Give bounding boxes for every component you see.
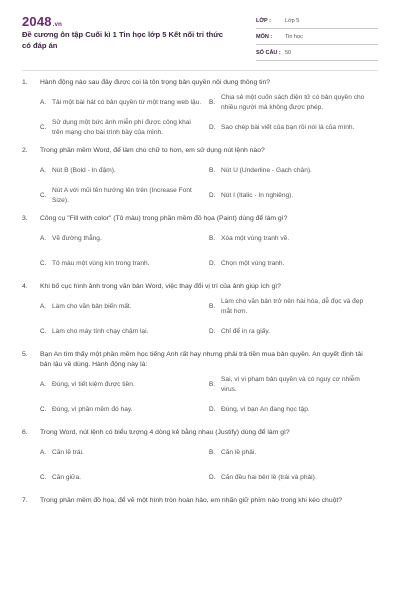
meta-row-subject — [256, 30, 378, 45]
answer-option[interactable] — [209, 400, 378, 420]
answer-list — [40, 93, 378, 138]
answer-letter: A. — [40, 449, 47, 456]
answer-text: Căn đều hai bên lề (trái và phải). — [221, 474, 317, 481]
answer-letter: D. — [209, 474, 216, 481]
answer-text: Căn lề trái. — [52, 449, 84, 456]
answer-text: Sai, vì vi phạm bản quyền và có nguy cơ nhiễm virus. — [221, 376, 360, 393]
meta-label: LỚP : — [256, 18, 271, 24]
answer-option[interactable] — [40, 375, 209, 395]
question-number: 6. — [22, 429, 28, 436]
site-logo[interactable]: 2048.vn — [22, 14, 63, 29]
answer-option[interactable] — [209, 229, 378, 249]
answer-letter: A. — [40, 99, 47, 106]
answer-letter: A. — [40, 167, 47, 174]
answer-option[interactable] — [40, 443, 209, 463]
answer-option[interactable] — [40, 322, 209, 342]
answer-option[interactable] — [209, 375, 378, 395]
answer-option[interactable] — [209, 254, 378, 274]
answer-text: Nút U (Underline - Gạch chân). — [221, 167, 312, 174]
question-item — [22, 350, 378, 420]
answer-letter: C. — [40, 474, 47, 481]
answer-text: Tô màu một vùng kín trong tranh. — [52, 260, 150, 267]
question-number: 5. — [22, 351, 28, 358]
question-text: Hành động nào sau đây được coi là tôn trọng bản quyền nội dung thông tin? — [40, 79, 271, 86]
document-header — [0, 0, 400, 66]
question-item — [22, 214, 378, 274]
answer-list — [40, 297, 378, 342]
answer-option[interactable] — [209, 118, 378, 138]
question-text: Công cụ "Fill with color" (Tô màu) trong phần mềm đồ họa (Paint) dùng để làm gì? — [40, 215, 288, 222]
question-number: 3. — [22, 215, 28, 222]
answer-letter: C. — [40, 328, 47, 335]
answer-text: Làm cho máy tính chạy chậm lại. — [52, 328, 149, 335]
question-text: Trong Word, nút lệnh có biểu tượng 4 dòng kẻ bằng nhau (Justify) dùng để làm gì? — [40, 429, 290, 436]
answer-letter: B. — [209, 235, 216, 242]
question-list — [22, 78, 378, 506]
question-item — [22, 146, 378, 206]
answer-option[interactable] — [40, 186, 209, 206]
answer-letter: B. — [209, 167, 216, 174]
question-number: 4. — [22, 283, 28, 290]
answer-text: Chỉ để in ra giấy. — [221, 328, 270, 335]
question-item — [22, 428, 378, 488]
answer-list — [40, 161, 378, 206]
answer-text: Sử dụng một bức ảnh miễn phí được công khai trên mạng cho bài trình bày của mình. — [52, 119, 191, 136]
answer-text: Xóa một vùng tranh vẽ. — [221, 235, 290, 242]
question-text: Bạn An tìm thấy một phần mềm học tiếng Anh rất hay nhưng phải trả tiền mua bản quyền. An quyết định tải bản lậu về dùng. Hành động này là: — [40, 351, 363, 368]
answer-letter: D. — [209, 192, 216, 199]
answer-text: Nút I (Italic - In nghiêng). — [221, 192, 294, 199]
answer-text: Đúng, vì bạn An đang học tập. — [221, 406, 310, 413]
answer-option[interactable] — [209, 297, 378, 317]
answer-option[interactable] — [209, 322, 378, 342]
answer-option[interactable] — [209, 93, 378, 113]
answer-letter: A. — [40, 303, 47, 310]
answer-text: Sao chép bài viết của bạn rồi nói là của mình. — [221, 124, 355, 131]
question-item — [22, 78, 378, 138]
header-divider — [22, 70, 378, 71]
answer-text: Chia sẻ một cuốn sách điện tử có bản quyền cho nhiều người mà không được phép. — [221, 94, 365, 111]
question-number: 1. — [22, 79, 28, 86]
answer-letter: C. — [40, 192, 47, 199]
meta-value: 50 — [285, 50, 292, 56]
answer-option[interactable] — [209, 443, 378, 463]
answer-option[interactable] — [209, 161, 378, 181]
question-text: Trong phần mềm Word, để làm cho chữ to hơn, em sử dụng nút lệnh nào? — [40, 147, 265, 154]
answer-letter: D. — [209, 124, 216, 131]
answer-letter: D. — [209, 406, 216, 413]
answer-text: Căn giữa. — [52, 474, 81, 481]
meta-row-class — [256, 14, 378, 29]
answer-text: Nút B (Bold - In đậm). — [52, 167, 116, 174]
answer-letter: B. — [209, 381, 216, 388]
answer-letter: C. — [40, 260, 47, 267]
meta-value: Lớp 5 — [285, 18, 300, 24]
answer-text: Đúng, vì tiết kiệm được tiền. — [52, 381, 135, 388]
answer-text: Tải một bài hát có bản quyền từ một trang web lậu. — [52, 99, 202, 106]
answer-list — [40, 229, 378, 274]
question-item — [22, 282, 378, 342]
answer-letter: B. — [209, 449, 216, 456]
answer-option[interactable] — [40, 297, 209, 317]
answer-option[interactable] — [40, 400, 209, 420]
answer-list — [40, 375, 378, 420]
document-title: Đề cương ôn tập Cuối kì 1 Tin học lớp 5 Kết nối tri thức có đáp án — [22, 30, 223, 50]
question-text: Khi bố cục hình ảnh trong văn bản Word, việc thay đổi vị trí của ảnh giúp ích gì? — [40, 283, 281, 290]
question-number: 7. — [22, 497, 28, 504]
answer-list — [40, 443, 378, 488]
answer-letter: D. — [209, 260, 216, 267]
answer-option[interactable] — [40, 93, 209, 113]
answer-letter: C. — [40, 124, 47, 131]
answer-text: Vẽ đường thẳng. — [52, 235, 102, 242]
answer-option[interactable] — [40, 118, 209, 138]
answer-letter: C. — [40, 406, 47, 413]
meta-label: SỐ CÂU : — [256, 50, 281, 56]
answer-letter: B. — [209, 303, 216, 310]
answer-letter: A. — [40, 381, 47, 388]
answer-option[interactable] — [40, 229, 209, 249]
answer-letter: B. — [209, 99, 216, 106]
answer-text: Chọn một vùng tranh. — [221, 260, 285, 267]
answer-option[interactable] — [40, 161, 209, 181]
answer-letter: A. — [40, 235, 47, 242]
answer-text: Làm cho văn bản trở nên hài hòa, dễ đọc và đẹp mắt hơn. — [221, 298, 364, 315]
answer-text: Làm cho văn bản biến mất. — [52, 303, 132, 310]
logo-suffix: .vn — [52, 22, 63, 28]
answer-option[interactable] — [209, 186, 378, 206]
answer-text: Đúng, vì phần mềm đó hay. — [52, 406, 133, 413]
answer-letter: D. — [209, 328, 216, 335]
answer-option[interactable] — [40, 468, 209, 488]
meta-value: Tin học — [285, 34, 303, 40]
meta-row-count — [256, 46, 378, 61]
question-text: Trong phần mềm đồ họa, để vẽ một hình tròn hoàn hảo, em nhấn giữ phím nào trong khi kéo chuột? — [40, 497, 343, 504]
meta-label: MÔN : — [256, 34, 273, 40]
answer-text: Căn lề phải. — [221, 449, 257, 456]
question-number: 2. — [22, 147, 28, 154]
answer-option[interactable] — [209, 468, 378, 488]
answer-option[interactable] — [40, 254, 209, 274]
question-item — [22, 496, 378, 506]
document-meta — [256, 14, 378, 62]
answer-text: Nút A với mũi tên hướng lên trên (Increase Font Size). — [52, 187, 192, 204]
